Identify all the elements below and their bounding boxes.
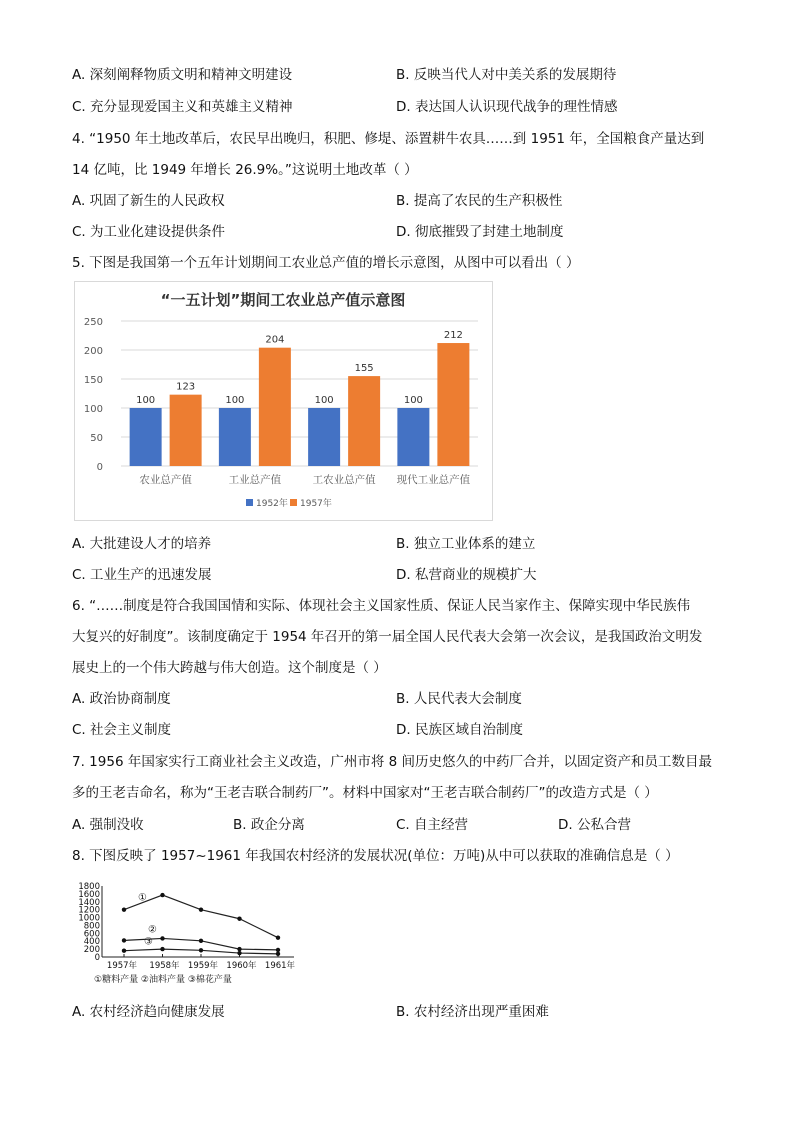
q5-stem: 5. 下图是我国第一个五年计划期间工农业总产值的增长示意图，从图中可以看出（ ） (72, 255, 580, 271)
x-tick-label: 1958年 (149, 961, 180, 971)
bar (308, 408, 340, 466)
line-chart-container (72, 880, 300, 988)
bar (348, 376, 380, 466)
q4-option-c: C. 为工业化建设提供条件 (72, 224, 226, 240)
data-point (122, 907, 126, 911)
y-tick-label: 100 (83, 404, 103, 415)
q6-option-d: D. 民族区域自治制度 (396, 722, 523, 738)
data-label: 100 (314, 395, 334, 406)
q5-option-b: B. 独立工业体系的建立 (396, 536, 536, 552)
bar (219, 408, 251, 466)
data-point (237, 951, 241, 955)
q8-stem: 8. 下图反映了 1957~1961 年我国农村经济的发展状况(单位：万吨)从中可以获取的准确信息是（ ） (72, 848, 679, 864)
q4-option-b: B. 提高了农民的生产积极性 (396, 193, 563, 209)
q6-option-b: B. 人民代表大会制度 (396, 691, 522, 707)
data-point (237, 947, 241, 951)
data-point (276, 948, 280, 952)
data-point (276, 935, 280, 939)
y-tick-label: 1200 (78, 905, 100, 916)
data-point (199, 948, 203, 952)
data-label: 212 (443, 330, 463, 342)
y-tick-label: 0 (94, 953, 100, 963)
legend-label: 1957年 (300, 499, 332, 509)
x-tick-label: 工农业总产值 (312, 474, 376, 486)
data-point (276, 952, 280, 956)
y-tick-label: 200 (83, 945, 100, 956)
q8-option-b: B. 农村经济出现严重困难 (396, 1004, 549, 1020)
q7-stem-line1: 7. 1956 年国家实行工商业社会主义改造，广州市将 8 间历史悠久的中药厂合并，以固定资产和员工数目最 (72, 754, 712, 770)
data-point (122, 948, 126, 952)
y-tick-label: 400 (83, 937, 100, 948)
data-point (160, 893, 164, 897)
y-tick-label: 250 (83, 317, 103, 328)
y-tick-label: 800 (83, 921, 100, 932)
data-label: 155 (354, 363, 374, 375)
x-tick-label: 工业总产值 (228, 474, 282, 486)
data-point (160, 936, 164, 940)
q4-option-a: A. 巩固了新生的人民政权 (72, 193, 225, 209)
bar (259, 348, 291, 466)
q7-option-a: A. 强制没收 (72, 817, 144, 833)
data-label: 100 (403, 395, 423, 406)
q5-option-a: A. 大批建设人才的培养 (72, 536, 212, 552)
x-tick-label: 1957年 (106, 961, 138, 971)
bar (130, 408, 162, 466)
series-marker: ③ (144, 936, 153, 948)
q3-option-c: C. 充分显现爱国主义和英雄主义精神 (72, 99, 293, 115)
q5-option-d: D. 私营商业的规模扩大 (396, 567, 537, 583)
q4-option-d: D. 彻底摧毁了封建土地制度 (396, 224, 564, 240)
q3-option-b: B. 反映当代人对中美关系的发展期待 (396, 67, 617, 83)
legend-swatch (246, 499, 253, 506)
y-tick-label: 600 (83, 929, 100, 940)
q4-stem-line1: 4. “1950 年土地改革后，农民早出晚归，积肥、修堤、添置耕牛农具……到 1951 年，全国粮食产量达到 (72, 131, 705, 147)
y-tick-label: 1800 (78, 882, 100, 892)
data-point (122, 938, 126, 942)
q6-stem-line3: 展史上的一个伟大跨越与伟大创造。这个制度是（ ） (72, 660, 387, 676)
q8-option-a: A. 农村经济趋向健康发展 (72, 1004, 225, 1020)
q3-option-d: D. 表达国人认识现代战争的理性情感 (396, 99, 618, 115)
x-tick-label: 1961年 (264, 961, 296, 971)
data-point (199, 907, 203, 911)
bar-chart-container (74, 281, 493, 521)
q4-stem-line2: 14 亿吨，比 1949 年增长 26.9%。”这说明土地改革（ ） (72, 162, 418, 178)
series-marker: ② (148, 924, 157, 936)
q6-option-c: C. 社会主义制度 (72, 722, 172, 738)
y-tick-label: 1000 (78, 913, 100, 924)
q7-option-c: C. 自主经营 (396, 817, 469, 833)
x-tick-label: 现代工业总产值 (396, 474, 471, 486)
bar (170, 395, 202, 466)
data-label: 204 (265, 334, 285, 346)
q7-option-d: D. 公私合营 (558, 817, 631, 833)
series-marker: ① (138, 892, 147, 904)
bar (397, 408, 429, 466)
data-label: 123 (176, 381, 196, 393)
y-tick-label: 50 (90, 433, 103, 444)
x-tick-label: 1960年 (226, 961, 257, 971)
data-point (237, 917, 241, 921)
legend-label: 1952年 (256, 499, 288, 509)
bar-chart (75, 282, 492, 520)
q6-stem-line2: 大复兴的好制度”。该制度确定于 1954 年召开的第一届全国人民代表大会第一次会议，是我国政治文明发 (72, 629, 703, 645)
bar (437, 343, 469, 466)
bar-chart-title: “一五计划”期间工农业总产值示意图 (160, 291, 406, 309)
x-tick-label: 1959年 (187, 961, 219, 971)
q5-option-c: C. 工业生产的迅速发展 (72, 567, 212, 583)
y-tick-label: 1600 (78, 889, 100, 900)
data-label: 100 (225, 395, 245, 406)
q3-option-a: A. 深刻阐释物质文明和精神文明建设 (72, 67, 293, 83)
y-tick-label: 150 (83, 375, 103, 386)
legend-swatch (290, 499, 297, 506)
line-chart (72, 880, 300, 988)
q7-stem-line2: 多的王老吉命名，称为“王老吉联合制药厂”。材料中国家对“王老吉联合制药厂”的改造方式是（ ） (72, 785, 658, 801)
data-point (199, 939, 203, 943)
q6-stem-line1: 6. “……制度是符合我国国情和实际、体现社会主义国家性质、保证人民当家作主、保障实现中华民族伟 (72, 598, 691, 614)
y-tick-label: 1400 (78, 897, 100, 908)
q6-option-a: A. 政治协商制度 (72, 691, 171, 707)
q7-option-b: B. 政企分离 (233, 817, 305, 833)
y-tick-label: 0 (96, 462, 103, 473)
data-point (160, 947, 164, 951)
data-label: 100 (136, 395, 156, 406)
legend-text: ①糖料产量 ②油料产量 ③棉花产量 (94, 975, 232, 985)
y-tick-label: 200 (83, 346, 103, 357)
x-tick-label: 农业总产值 (139, 474, 192, 486)
